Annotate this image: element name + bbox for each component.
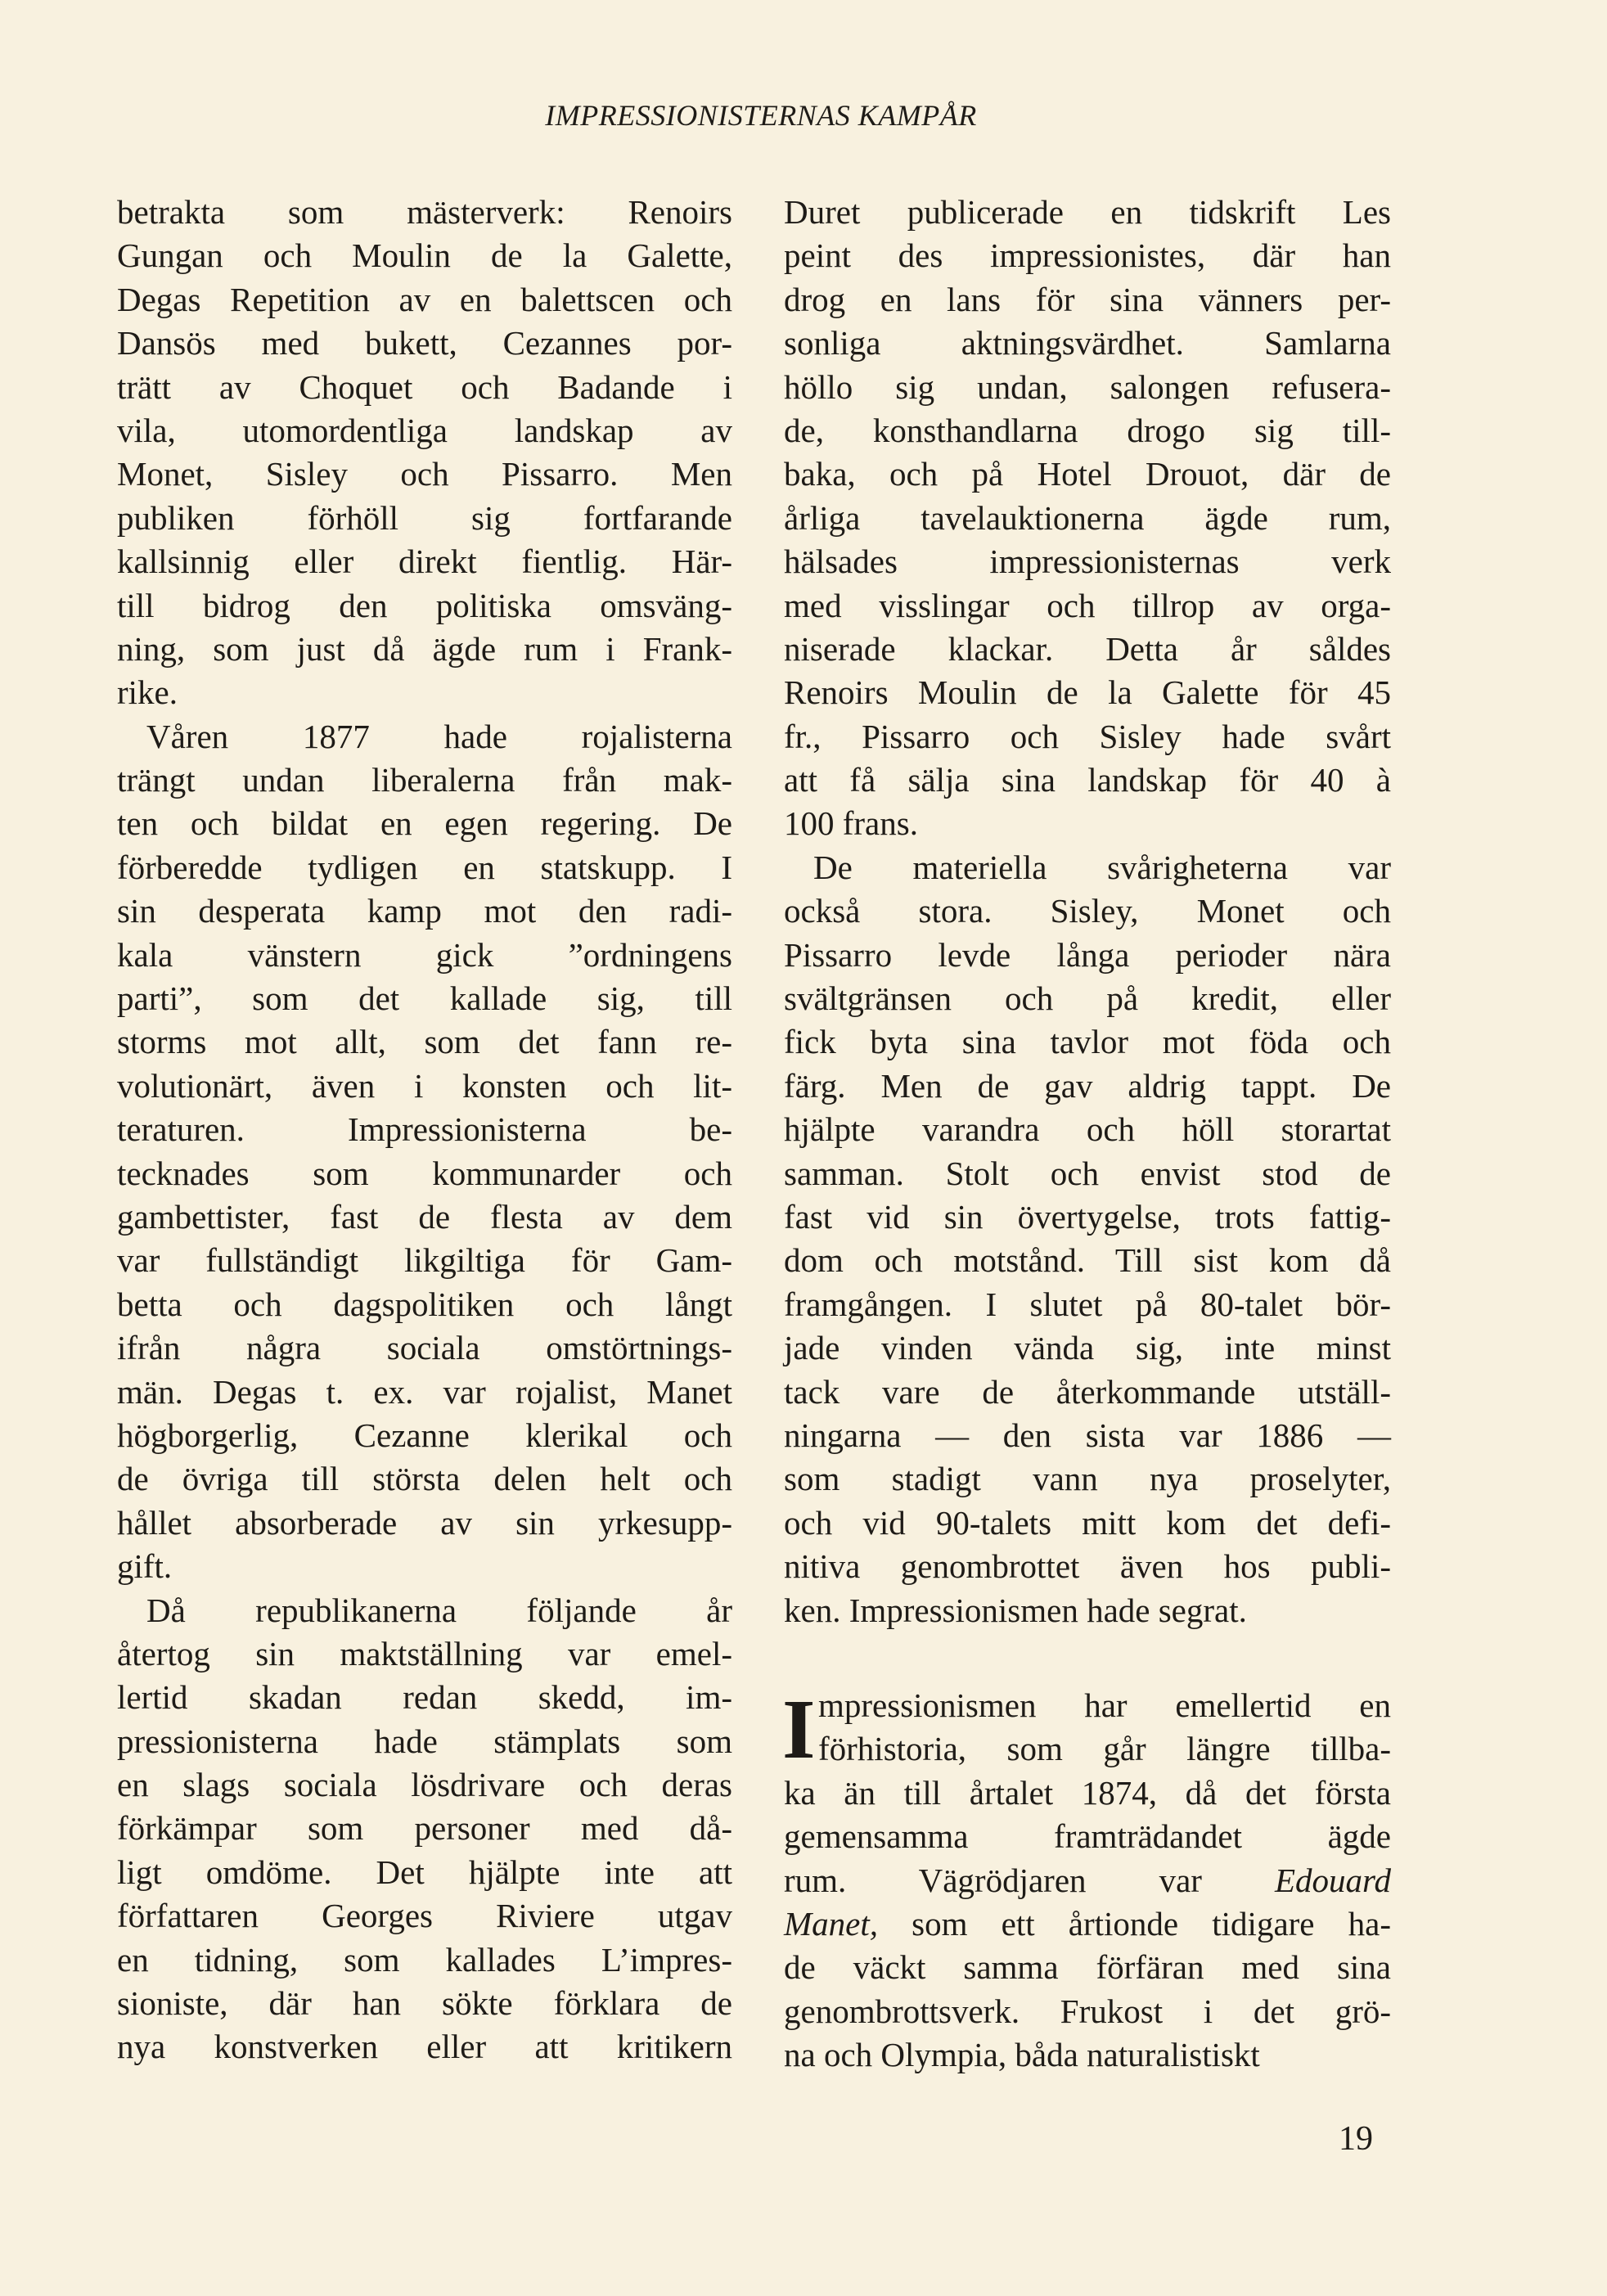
text-line	[784, 1902, 1391, 1946]
text-line: dom och motstånd. Till sist kom då	[784, 1241, 1391, 1280]
text-line: förhistoria, som går längre tillba-	[818, 1730, 1391, 1768]
text-line: trängt undan liberalerna från mak-	[117, 761, 732, 799]
text-line: årliga tavelauktionerna ägde rum,	[784, 498, 1391, 537]
text-line: Pissarro levde långa perioder nära	[784, 935, 1391, 974]
text-line: kala vänstern gick ”ordningens	[117, 935, 732, 974]
text-line: med visslingar och tillrop av orga-	[784, 586, 1391, 624]
text-line: Gungan och Moulin de la Galette,	[117, 236, 732, 275]
text-line: också stora. Sisley, Monet och	[784, 892, 1391, 930]
text-line: betrakta som mästerverk: Renoirs	[117, 193, 732, 231]
text-line: drog en lans för sina vänners per-	[784, 280, 1391, 318]
text-line: hälsades impressionisternas verk	[784, 542, 1391, 581]
text-line: förberedde tydligen en statskupp. I	[117, 848, 732, 886]
text-line: Då republikanerna följande år	[146, 1591, 732, 1629]
text-line: svältgränsen och på kredit, eller	[784, 979, 1391, 1018]
text-line: fick byta sina tavlor mot föda och	[784, 1023, 1391, 1061]
text-line: mpressionismen har emellertid en	[818, 1686, 1391, 1724]
text-line: hjälpte varandra och höll storartat	[784, 1110, 1391, 1149]
text-line: ningarna — den sista var 1886 —	[784, 1416, 1391, 1454]
text-line: sonliga aktningsvärdhet. Samlarna	[784, 324, 1391, 362]
text-line: 100 frans.	[784, 804, 918, 843]
text-line: ligt omdöme. Det hjälpte inte att	[117, 1853, 732, 1891]
text-line: teraturen. Impressionisterna be-	[117, 1110, 732, 1149]
text-line: baka, och på Hotel Drouot, där de	[784, 455, 1391, 493]
text-line: höllo sig undan, salongen refusera-	[784, 367, 1391, 406]
left-column	[117, 191, 732, 2069]
text-line: högborgerlig, Cezanne klerikal och	[117, 1416, 732, 1454]
text-line: publiken förhöll sig fortfarande	[117, 498, 732, 537]
text-line: ken. Impressionismen hade segrat.	[784, 1591, 1247, 1629]
text-line: pressionisterna hade stämplats som	[117, 1722, 732, 1760]
text-line: Degas Repetition av en balettscen och	[117, 280, 732, 318]
right-column	[784, 191, 1391, 1632]
text-line: parti”, som det kallade sig, till	[117, 979, 732, 1018]
text-line: författaren Georges Riviere utgav	[117, 1897, 732, 1935]
text-line: gemensamma framträdandet ägde	[784, 1817, 1391, 1856]
text-line: vila, utomordentliga landskap av	[117, 411, 732, 449]
text-line: Monet, Sisley och Pissarro. Men	[117, 455, 732, 493]
text-line: som stadigt vann nya proselyter,	[784, 1460, 1391, 1498]
text-line: storms mot allt, som det fann re-	[117, 1023, 732, 1061]
text-segment: rum. Vägrödjaren var	[784, 1861, 1276, 1899]
italic-name: Edouard	[1275, 1861, 1391, 1899]
text-line: nya konstverken eller att kritikern	[117, 2028, 732, 2066]
text-line: och vid 90-talets mitt kom det defi-	[784, 1503, 1391, 1542]
text-line: De materiella svårigheterna var	[813, 848, 1391, 886]
text-line: män. Degas t. ex. var rojalist, Manet	[117, 1372, 732, 1411]
text-line: ifrån några sociala omstörtnings-	[117, 1329, 732, 1367]
text-line: en slags sociala lösdrivare och deras	[117, 1766, 732, 1804]
text-line: kallsinnig eller direkt fientlig. Här-	[117, 542, 732, 581]
page-number: 19	[1339, 2120, 1373, 2158]
right-column-section	[784, 1684, 1391, 2078]
text-line: de övriga till största delen helt och	[117, 1460, 732, 1498]
text-line: Våren 1877 hade rojalisterna	[146, 717, 732, 755]
text-line: fr., Pissarro och Sisley hade svårt	[784, 717, 1391, 755]
text-line: Dansös med bukett, Cezannes por-	[117, 324, 732, 362]
text-line: ten och bildat en egen regering. De	[117, 804, 732, 843]
text-segment: som ett årtionde tidigare ha-	[878, 1904, 1391, 1943]
text-line: niserade klackar. Detta år såldes	[784, 629, 1391, 668]
text-line: sin desperata kamp mot den radi-	[117, 892, 732, 930]
text-line: de, konsthandlarna drogo sig till-	[784, 411, 1391, 449]
text-line: Renoirs Moulin de la Galette för 45	[784, 673, 1391, 712]
text-line: en tidning, som kallades L’impres-	[117, 1940, 732, 1979]
text-line: genombrottsverk. Frukost i det grö-	[784, 1992, 1391, 2030]
running-header: IMPRESSIONISTERNAS KAMPÅR	[545, 99, 977, 132]
text-line: förkämpar som personer med då-	[117, 1809, 732, 1848]
text-line: att få sälja sina landskap för 40 à	[784, 761, 1391, 799]
text-line: trätt av Choquet och Badande i	[117, 367, 732, 406]
text-line: till bidrog den politiska omsväng-	[117, 586, 732, 624]
text-line: ning, som just då ägde rum i Frank-	[117, 629, 732, 668]
text-line: Duret publicerade en tidskrift Les	[784, 193, 1391, 231]
italic-name: Manet,	[784, 1904, 878, 1943]
text-line: rike.	[117, 673, 178, 712]
text-line: var fullständigt likgiltiga för Gam-	[117, 1241, 732, 1280]
text-line: återtog sin maktställning var emel-	[117, 1634, 732, 1672]
text-line: nitiva genombrottet även hos publi-	[784, 1547, 1391, 1586]
text-line: volutionärt, även i konsten och lit-	[117, 1066, 732, 1105]
text-line: lertid skadan redan skedd, im-	[117, 1678, 732, 1717]
text-line: ka än till årtalet 1874, då det första	[784, 1773, 1391, 1812]
text-line: samman. Stolt och envist stod de	[784, 1154, 1391, 1192]
text-line: tack vare de återkommande utställ-	[784, 1372, 1391, 1411]
text-line: betta och dagspolitiken och långt	[117, 1285, 732, 1323]
text-line: peint des impressionistes, där han	[784, 236, 1391, 275]
text-line: de väckt samma förfäran med sina	[784, 1948, 1391, 1987]
text-line: tecknades som kommunarder och	[117, 1154, 732, 1192]
text-line: fast vid sin övertygelse, trots fattig-	[784, 1197, 1391, 1236]
text-line: jade vinden vända sig, inte minst	[784, 1329, 1391, 1367]
text-line: gambettister, fast de flesta av dem	[117, 1197, 732, 1236]
text-line: gift.	[117, 1547, 173, 1586]
text-line: hållet absorberade av sin yrkesupp-	[117, 1503, 732, 1542]
text-line	[784, 1859, 1391, 1902]
text-line: framgången. I slutet på 80-talet bör-	[784, 1285, 1391, 1323]
text-line: färg. Men de gav aldrig tappt. De	[784, 1066, 1391, 1105]
text-line: na och Olympia, båda naturalistiskt	[784, 2036, 1260, 2074]
text-line: sioniste, där han sökte förklara de	[117, 1984, 732, 2023]
drop-cap: I	[782, 1682, 816, 1776]
